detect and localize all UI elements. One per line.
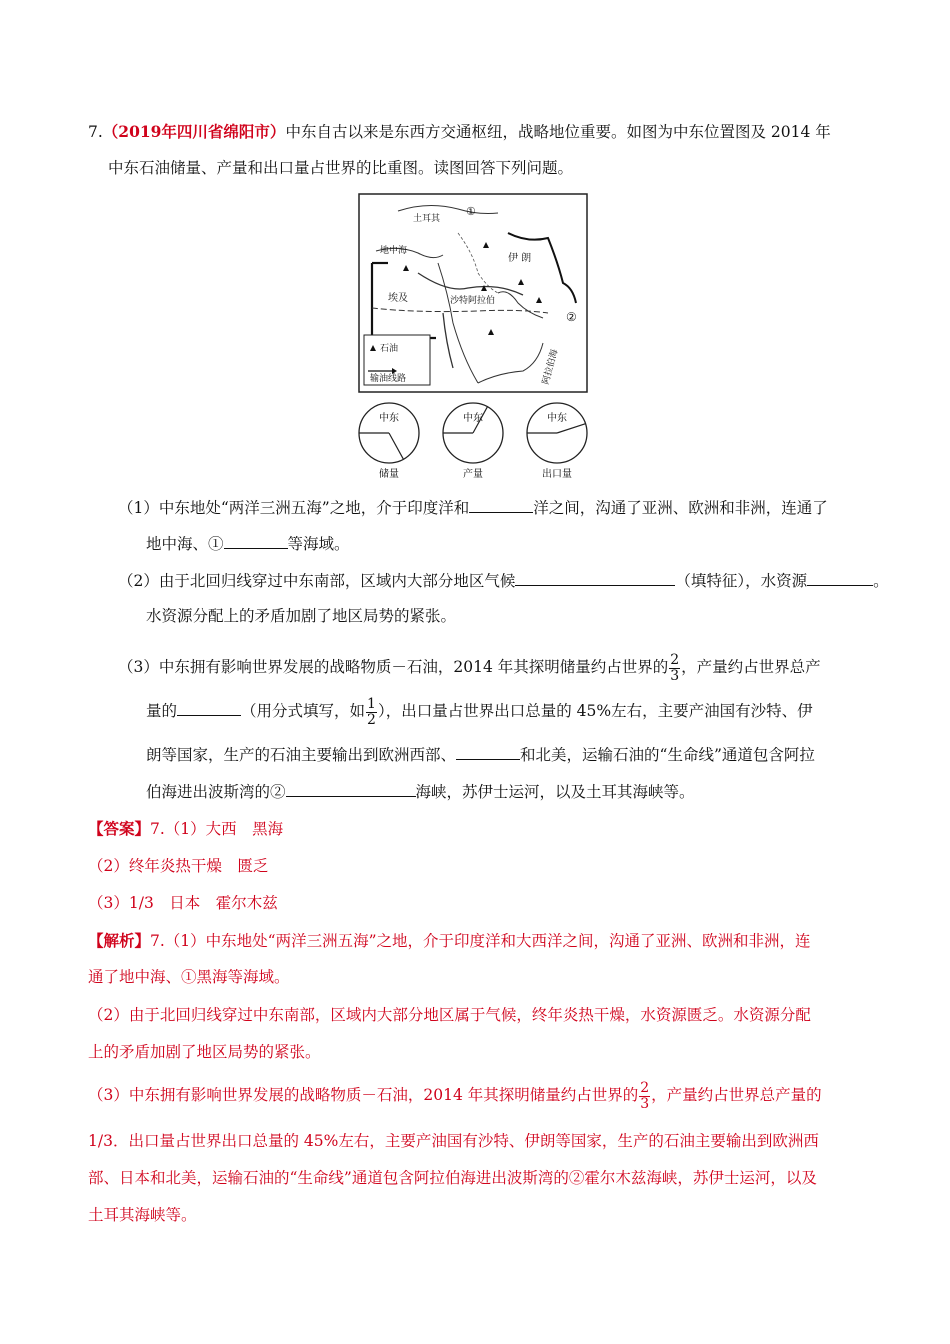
analysis-text-5a: （3）中东拥有影响世界发展的战略物质－石油，2014 年其探明储量约占世界的	[88, 1086, 639, 1104]
analysis-text-1: 7.（1）中东地处“两洋三洲五海”之地，介于印度洋和大西洋之间，沟通了亚洲、欧洲和非洲，连	[150, 932, 811, 950]
sub1-text-a: （1）中东地处“两洋三洲五海”之地，介于印度洋和	[118, 499, 470, 517]
analysis-line-4: 上的矛盾加剧了地区局势的紧张。	[88, 1043, 321, 1061]
map-label-egypt: 埃及	[388, 293, 408, 304]
sub3-text-b: ，产量约占世界总产	[681, 658, 821, 676]
question-source: （2019年四川省绵阳市）	[102, 122, 286, 141]
fraction-numerator: 1	[367, 695, 376, 712]
sub3-text-c: 量的	[146, 702, 178, 720]
sub2-blank-1[interactable]	[515, 571, 675, 586]
analysis-text-5b: ，产量约占世界总产量的	[651, 1086, 822, 1104]
pie-group	[359, 403, 587, 480]
sub1-text-d: 等海域。	[287, 535, 350, 553]
sub1-line-1	[118, 498, 828, 518]
sub3-text-g: 和北美，运输石油的“生命线”通道包含阿拉	[520, 746, 815, 764]
fraction-denominator: 3	[670, 667, 680, 684]
sub3-text-d: （用分式填写，如	[241, 702, 366, 720]
answer-text-1: 7.（1）大西 黑海	[150, 820, 284, 838]
fraction-denominator: 3	[640, 1095, 650, 1112]
fraction-numerator: 2	[640, 1079, 650, 1096]
pie-center-label-1: 中东	[379, 413, 399, 424]
fraction-numerator: 2	[670, 651, 680, 668]
answer-label: 【答案】	[88, 819, 151, 838]
pie-caption-1: 储量	[379, 469, 399, 480]
map-label-mediterranean: 地中海	[380, 246, 408, 256]
sub3-line-4	[146, 782, 695, 802]
answer-line-2: （2）终年炎热干燥 匮乏	[88, 857, 269, 875]
question-intro-1: 中东自古以来是东西方交通枢纽，战略地位重要。如图为中东位置图及 2014 年	[285, 123, 831, 141]
answer-line-3: （3）1/3 日本 霍尔木兹	[88, 894, 278, 912]
analysis-line-3: （2）由于北回归线穿过中东南部，区域内大部分地区属于气候，终年炎热干燥，水资源匮乏。水资源分配	[88, 1006, 811, 1024]
sub1-blank-2[interactable]	[224, 534, 288, 549]
map-label-turkey: 土耳其	[413, 214, 441, 224]
legend-oil-label: 石油	[380, 344, 399, 354]
sub3-line-3	[146, 745, 815, 765]
answer-line-1	[88, 819, 283, 839]
sub3-blank-1[interactable]	[177, 701, 241, 716]
sub3-blank-2[interactable]	[456, 745, 520, 760]
sub2-text-a: （2）由于北回归线穿过中东南部，区域内大部分地区气候	[118, 572, 516, 590]
question-line-2: 中东石油储量、产量和出口量占世界的比重图。读图回答下列问题。	[108, 159, 574, 177]
map-label-circle-1: ①	[466, 205, 476, 218]
pie-charts	[353, 397, 593, 481]
fraction-two-thirds	[669, 653, 680, 684]
sub1-text-b: 洋之间，沟通了亚洲、欧洲和非洲，连通了	[533, 499, 828, 517]
fraction-denominator: 2	[367, 711, 376, 728]
sub1-line-2	[146, 534, 350, 554]
sub3-text-i: 海峡，苏伊士运河，以及土耳其海峡等。	[415, 783, 695, 801]
question-line-1	[88, 122, 831, 142]
analysis-fraction	[639, 1081, 650, 1112]
pie-caption-3: 出口量	[542, 469, 572, 480]
pie-center-label-2: 中东	[463, 413, 483, 424]
sub3-text-h: 伯海进出波斯湾的②	[146, 783, 286, 801]
analysis-line-1	[88, 931, 811, 951]
question-number: 7.	[88, 123, 103, 141]
sub1-text-c: 地中海、①	[146, 535, 224, 553]
sub1-blank-1[interactable]	[469, 498, 533, 513]
sub3-line-1	[118, 650, 821, 684]
analysis-line-7: 部、日本和北美，运输石油的“生命线”通道包含阿拉伯海进出波斯湾的②霍尔木兹海峡，苏伊士运河，以及	[88, 1169, 817, 1187]
sub2-text-b: （填特征），水资源	[675, 572, 808, 590]
fraction-one-half	[366, 697, 377, 728]
sub3-text-e: ），出口量占世界出口总量的 45%左右，主要产油国有沙特、伊	[377, 702, 813, 720]
analysis-label: 【解析】	[88, 931, 151, 950]
sub3-text-a: （3）中东拥有影响世界发展的战略物质－石油，2014 年其探明储量约占世界的	[118, 658, 669, 676]
analysis-line-5	[88, 1078, 822, 1112]
sub3-line-2	[146, 694, 813, 728]
pie-caption-2: 产量	[463, 469, 483, 480]
middle-east-map	[358, 193, 588, 393]
analysis-line-2: 通了地中海、①黑海等海域。	[88, 968, 290, 986]
legend-route-label: 输油线路	[370, 374, 407, 384]
pie-center-label-3: 中东	[547, 413, 567, 424]
sub2-blank-2[interactable]	[807, 571, 873, 586]
map-label-saudi: 沙特阿拉伯	[450, 296, 496, 306]
sub2-line-2: 水资源分配上的矛盾加剧了地区局势的紧张。	[146, 607, 457, 625]
sub2-line-1	[118, 571, 889, 591]
map-label-iran: 伊 朗	[508, 253, 532, 264]
analysis-line-8: 土耳其海峡等。	[88, 1206, 197, 1224]
analysis-line-6: 1/3．出口量占世界出口总量的 45%左右，主要产油国有沙特、伊朗等国家，生产的石油主要输出到欧洲西	[88, 1132, 819, 1150]
sub3-blank-3[interactable]	[286, 782, 416, 797]
map-label-arabian-sea: 阿拉伯海	[541, 348, 561, 386]
map-label-circle-2: ②	[566, 310, 577, 324]
sub2-text-c: 。	[873, 572, 889, 590]
sub3-text-f: 朗等国家，生产的石油主要输出到欧洲西部、	[146, 746, 457, 764]
